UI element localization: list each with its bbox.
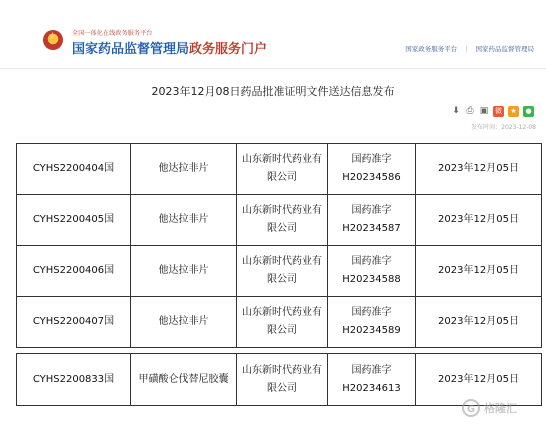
cell-acceptance-no: CYHS2200405国 bbox=[17, 195, 131, 246]
cell-approval-no: 国药准字 H20234589 bbox=[328, 297, 416, 348]
cell-company: 山东新时代药业有限公司 bbox=[237, 297, 328, 348]
cell-drug-name: 他达拉非片 bbox=[131, 246, 237, 297]
header-divider bbox=[0, 68, 546, 69]
approval-table-1 bbox=[16, 143, 542, 348]
watermark-text: 格隆汇 bbox=[484, 402, 517, 415]
cell-company: 山东新时代药业有限公司 bbox=[237, 246, 328, 297]
cell-delivery-date: 2023年12月05日 bbox=[416, 297, 542, 348]
cell-company: 山东新时代药业有限公司 bbox=[237, 144, 328, 195]
cell-drug-name: 他达拉非片 bbox=[131, 144, 237, 195]
site-title-portal: 政务服务门户 bbox=[189, 42, 268, 57]
cell-approval-no: 国药准字 H20234587 bbox=[328, 195, 416, 246]
cell-approval-no: 国药准字 H20234613 bbox=[328, 354, 416, 406]
site-title[interactable] bbox=[72, 38, 267, 57]
cell-acceptance-no: CYHS2200833国 bbox=[17, 354, 131, 406]
weibo-share-icon[interactable]: 微 bbox=[495, 106, 502, 115]
cell-drug-name: 他达拉非片 bbox=[131, 297, 237, 348]
site-header bbox=[0, 0, 546, 68]
link-separator: | bbox=[465, 45, 468, 53]
cell-approval-no: 国药准字 H20234586 bbox=[328, 144, 416, 195]
national-emblem-icon bbox=[43, 30, 63, 50]
cell-acceptance-no: CYHS2200406国 bbox=[17, 246, 131, 297]
qzone-share-icon[interactable]: ★ bbox=[508, 106, 519, 117]
link-national-gov-service[interactable]: 国家政务服务平台 bbox=[405, 45, 458, 53]
publish-date: 发布时间：2023-12-08 bbox=[471, 124, 536, 131]
cell-acceptance-no: CYHS2200404国 bbox=[17, 144, 131, 195]
download-icon[interactable]: ⬇ bbox=[452, 106, 460, 116]
table-row bbox=[17, 144, 542, 195]
article-tools bbox=[451, 104, 534, 118]
print-icon[interactable]: ⎙ bbox=[466, 106, 474, 116]
cell-approval-no: 国药准字 H20234588 bbox=[328, 246, 416, 297]
watermark bbox=[462, 398, 540, 418]
top-links bbox=[405, 44, 534, 53]
cell-delivery-date: 2023年12月05日 bbox=[416, 354, 542, 406]
cell-company: 山东新时代药业有限公司 bbox=[237, 195, 328, 246]
cell-drug-name: 他达拉非片 bbox=[131, 195, 237, 246]
page-title: 2023年12月08日药品批准证明文件送达信息发布 bbox=[151, 85, 395, 98]
cell-delivery-date: 2023年12月05日 bbox=[416, 246, 542, 297]
table-row bbox=[17, 246, 542, 297]
site-title-main: 国家药品监督管理局 bbox=[72, 42, 190, 57]
table-row bbox=[17, 195, 542, 246]
cell-drug-name: 甲磺酸仑伐替尼胶囊 bbox=[131, 354, 237, 406]
table-row bbox=[17, 297, 542, 348]
cell-company: 山东新时代药业有限公司 bbox=[237, 354, 328, 406]
gelonghui-logo-icon: G bbox=[462, 399, 480, 417]
cell-acceptance-no: CYHS2200407国 bbox=[17, 297, 131, 348]
cell-delivery-date: 2023年12月05日 bbox=[416, 195, 542, 246]
link-nmpa[interactable]: 国家药品监督管理局 bbox=[475, 45, 534, 53]
cell-delivery-date: 2023年12月05日 bbox=[416, 144, 542, 195]
platform-tagline: 全国一体化在线政务服务平台 bbox=[72, 30, 153, 37]
wechat-share-icon[interactable]: ● bbox=[523, 106, 534, 117]
delete-icon[interactable]: ▣ bbox=[479, 106, 489, 116]
